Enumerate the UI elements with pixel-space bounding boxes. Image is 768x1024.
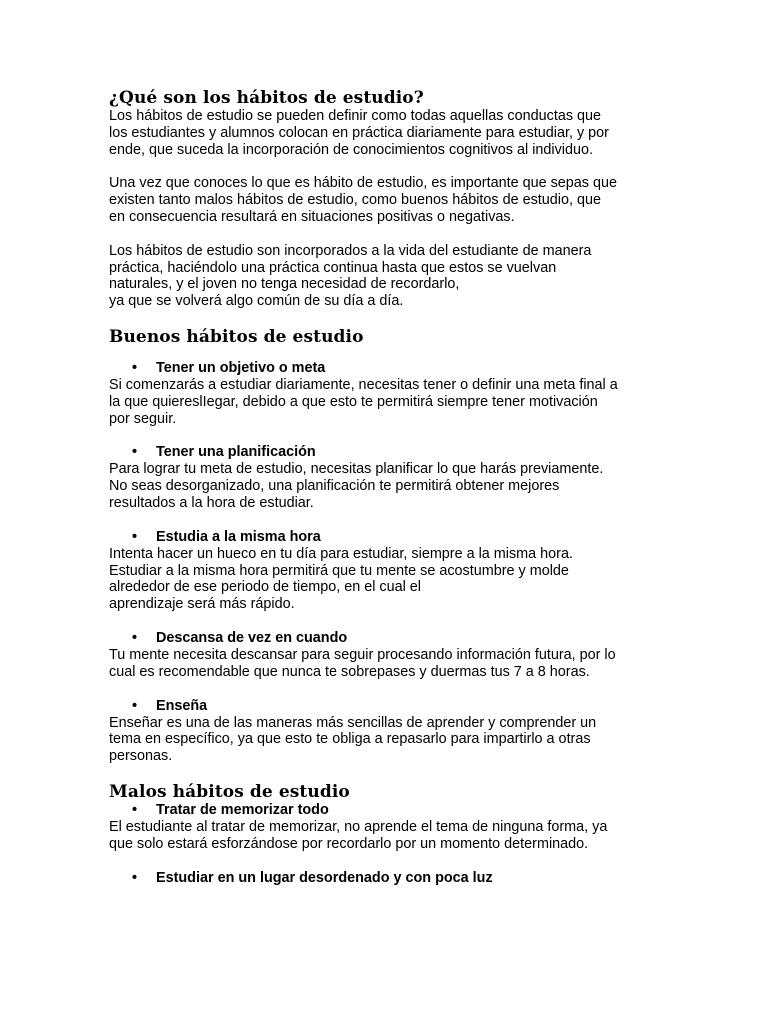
bad-habit-title-2: Estudiar en un lugar desordenado y con poca luz — [156, 869, 493, 886]
bullet-icon: • — [132, 697, 138, 714]
good-habit-text-5: Enseñar es una de las maneras más sencillas de aprender y comprender un tema en específico, ya que esto te obliga a repasarlo para impartirlo a otras personas. — [109, 714, 597, 765]
spacer — [109, 853, 669, 870]
good-habit-title-3: Estudia a la misma hora — [156, 528, 321, 545]
document-page — [109, 88, 669, 887]
list-item-title — [109, 870, 669, 887]
spacer — [109, 427, 669, 444]
list-item-title — [109, 802, 669, 819]
list-item-title — [109, 360, 669, 377]
spacer — [109, 226, 669, 243]
list-item-title — [109, 698, 669, 715]
list-item-title — [109, 630, 669, 647]
bullet-icon: • — [132, 801, 138, 818]
bad-habit-text-1: El estudiante al tratar de memorizar, no aprende el tema de ninguna forma, ya que solo estará esforzándose por recordarlo por un momento determinado. — [109, 818, 608, 852]
spacer — [109, 512, 669, 529]
good-habit-title-2: Tener una planificación — [156, 444, 316, 461]
good-habit-text-2: Para lograr tu meta de estudio, necesitas planificar lo que harás previamente. No seas desorganizado, una planificación te permitirá obtener mejores resultados a la hora de estudiar. — [109, 461, 604, 511]
spacer — [109, 158, 669, 175]
heading-what-are-study-habits: ¿Qué son los hábitos de estudio? — [109, 88, 424, 108]
spacer — [109, 613, 669, 630]
good-habit-title-4: Descansa de vez en cuando — [156, 629, 348, 646]
bad-habit-title-1: Tratar de memorizar todo — [156, 801, 329, 818]
good-habit-title-5: Enseña — [156, 697, 208, 714]
heading-bad-habits: Malos hábitos de estudio — [109, 781, 350, 802]
spacer — [109, 310, 669, 327]
spacer — [109, 681, 669, 698]
good-habit-text-4: Tu mente necesita descansar para seguir procesando información futura, por lo cual es recomendable que nunca te sobrepases y duermas tus 7 a 8 horas. — [109, 646, 616, 680]
intro-paragraph-1: Los hábitos de estudio se pueden definir como todas aquellas conductas que los estudiantes y alumnos colocan en práctica diariamente para estudiar, y por ende, que suceda la incorporación de conocimientos cognitivos al individuo. — [109, 108, 609, 158]
intro-paragraph-2: Una vez que conoces lo que es hábito de estudio, es importante que sepas que existen tanto malos hábitos de estudio, como buenos hábitos de estudio, que en consecuencia resultará en situaciones positivas o negativas. — [109, 175, 618, 225]
spacer — [109, 765, 669, 782]
bullet-icon: • — [132, 528, 138, 545]
bullet-icon: • — [132, 869, 138, 886]
list-item-title — [109, 529, 669, 546]
bullet-icon: • — [132, 629, 138, 646]
good-habit-text-1: Si comenzarás a estudiar diariamente, necesitas tener o definir una meta final a la que quiereslIegar, debido a que esto te permitirá siempre tener motivación por seguir. — [109, 376, 618, 427]
bullet-icon: • — [132, 359, 138, 376]
heading-good-habits: Buenos hábitos de estudio — [109, 326, 364, 347]
bullet-icon: • — [132, 444, 138, 461]
intro-paragraph-3: Los hábitos de estudio son incorporados a la vida del estudiante de manera práctica, haciéndolo una práctica continua hasta que estos se vuelvan naturales, y el joven no tenga necesidad de recordarlo, ya que se volverá algo común de su día a día. — [109, 242, 592, 310]
list-item-title — [109, 444, 669, 461]
good-habit-title-1: Tener un objetivo o meta — [156, 359, 326, 376]
good-habit-text-3: Intenta hacer un hueco en tu día para estudiar, siempre a la misma hora. Estudiar a la misma hora permitirá que tu mente se acostumbre y molde alrededor de ese periodo de tiempo, en el cual el aprendizaje será más rápido. — [109, 545, 573, 613]
